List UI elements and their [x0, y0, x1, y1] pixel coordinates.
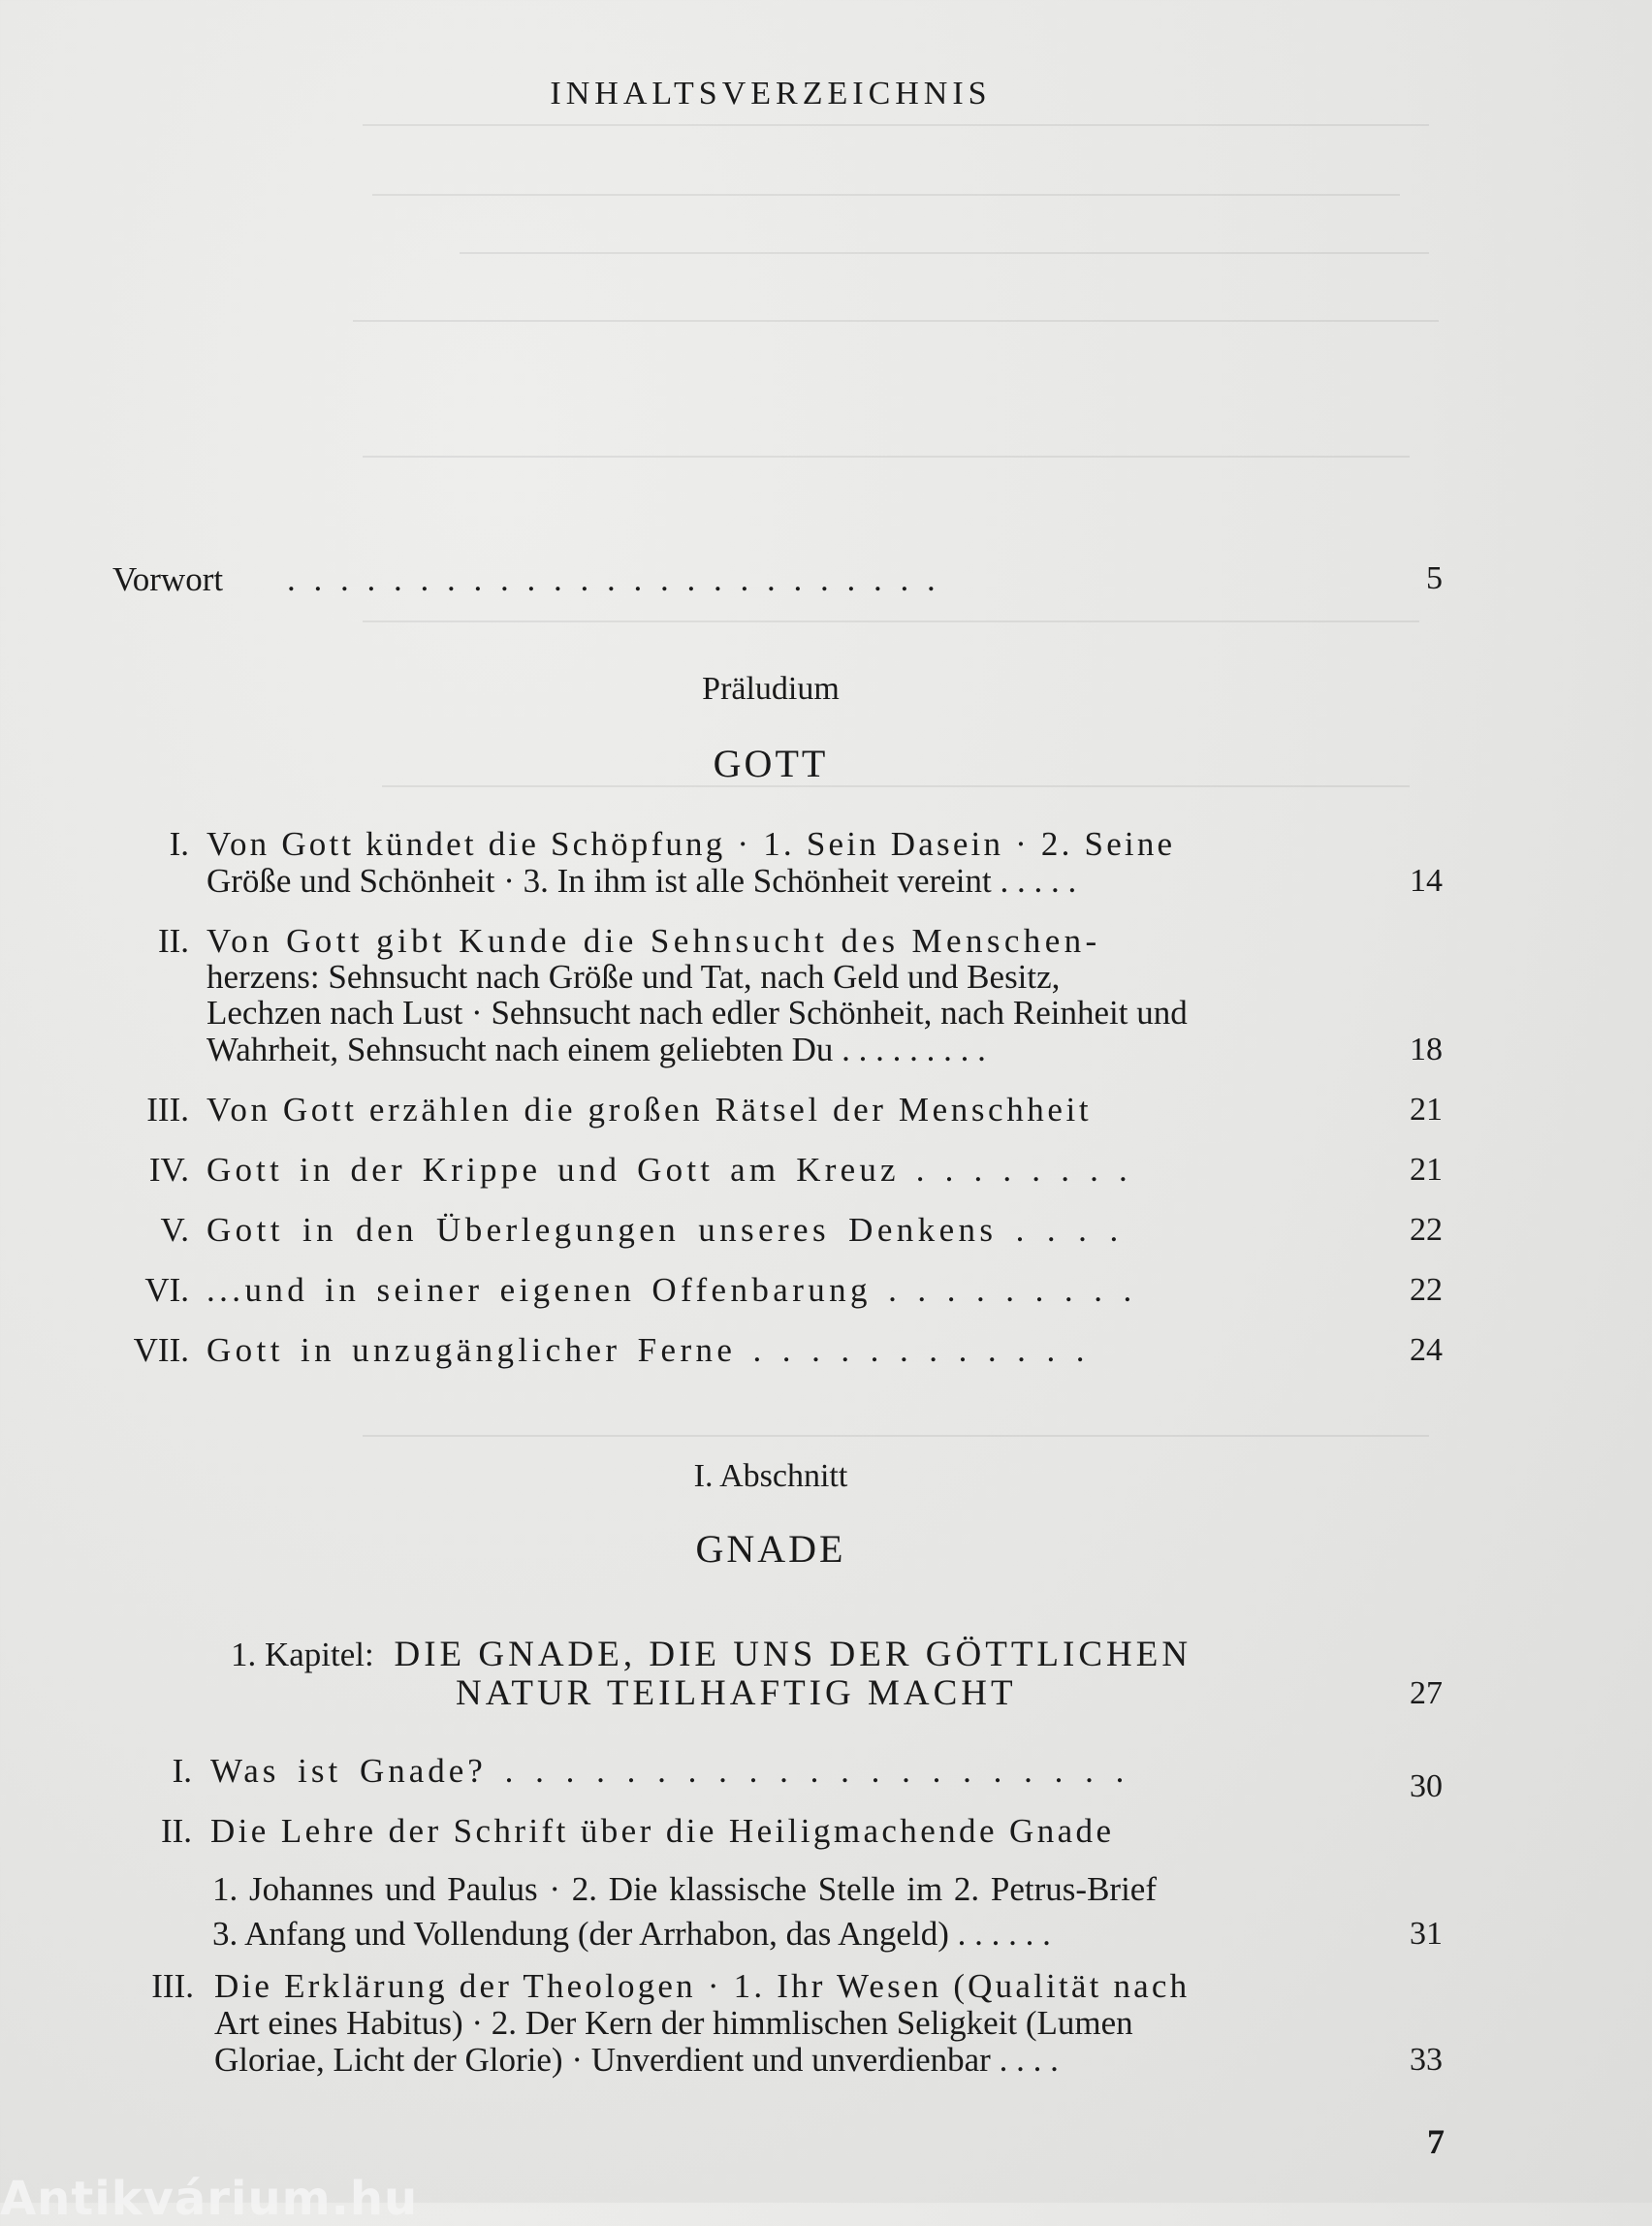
watermark: Antikvárium.hu — [0, 2172, 419, 2226]
entry-text-line: Von Gott gibt Kunde die Sehnsucht des Menschen- — [206, 922, 1101, 960]
chapter-title-line: NATUR TEILHAFTIG MACHT — [456, 1673, 1017, 1713]
entry-number: VII. — [133, 1331, 189, 1369]
entry-number: III. — [146, 1091, 189, 1129]
entry-number: VI. — [144, 1271, 189, 1309]
entry-text-line: Von Gott kündet die Schöpfung · 1. Sein Dasein · 2. Seine — [206, 825, 1176, 863]
entry-number: II. — [160, 1812, 192, 1850]
entry-text-line: herzens: Sehnsucht nach Größe und Tat, nach Geld und Besitz, — [206, 958, 1061, 996]
page-number: 18 — [1410, 1032, 1443, 1067]
page-number: 22 — [1410, 1212, 1443, 1248]
entry-text-line: Gott in der Krippe und Gott am Kreuz . . . . . . . . — [206, 1151, 1131, 1189]
entry-text-line: 3. Anfang und Vollendung (der Arrhabon, das Angeld) . . . . . . — [212, 1915, 1051, 1953]
toc-entry-vorwort[interactable] — [112, 560, 1373, 599]
entry-text-line: Art eines Habitus) · 2. Der Kern der himmlischen Seligkeit (Lumen — [214, 2004, 1133, 2042]
entry-text-line: Größe und Schönheit · 3. In ihm ist alle Schönheit vereint . . . . . — [206, 862, 1077, 900]
entry-text-line: Was ist Gnade? . . . . . . . . . . . . . . . . . . . . . — [210, 1752, 1128, 1790]
entry-text-line: Gloriae, Licht der Glorie) · Unverdient und unverdienbar . . . . — [214, 2041, 1059, 2079]
entry-number: I. — [169, 825, 189, 863]
entry-text-line: Die Erklärung der Theologen · 1. Ihr Wesen (Qualität nach — [214, 1967, 1191, 2005]
section-label-praeludium: Präludium — [702, 671, 840, 707]
page-number: 33 — [1410, 2042, 1443, 2078]
entry-label: Vorwort — [112, 560, 224, 598]
entry-number: II. — [157, 922, 189, 960]
page-number: 30 — [1410, 1768, 1443, 1804]
section-title-gnade: GNADE — [695, 1527, 846, 1571]
entry-number: I. — [172, 1752, 192, 1790]
section-label-abschnitt: I. Abschnitt — [693, 1458, 848, 1494]
chapter-label: 1. Kapitel: — [231, 1636, 374, 1673]
folio-number: 7 — [1427, 2122, 1445, 2161]
entry-text-line: Die Lehre der Schrift über die Heiligmachende Gnade — [210, 1812, 1115, 1850]
entry-number: IV. — [148, 1151, 189, 1189]
page-number: 24 — [1410, 1332, 1443, 1368]
page-number: 21 — [1410, 1092, 1443, 1128]
page-number: 31 — [1410, 1916, 1443, 1952]
leader-dots: . . . . . . . . . . . . . . . . . . . . . . . . . — [287, 560, 940, 598]
entry-text-line: Wahrheit, Sehnsucht nach einem geliebten Du . . . . . . . . . — [206, 1031, 986, 1068]
entry-number: III. — [151, 1967, 194, 2005]
page-number: 22 — [1410, 1272, 1443, 1308]
page-number: 5 — [1426, 560, 1443, 596]
page-number: 27 — [1410, 1675, 1443, 1711]
entry-text-line: ...und in seiner eigenen Offenbarung . . . . . . . . . — [206, 1271, 1136, 1309]
page-number: 21 — [1410, 1152, 1443, 1188]
chapter-title-line: DIE GNADE, DIE UNS DER GÖTTLICHEN — [394, 1635, 1192, 1674]
entry-text-line: Lechzen nach Lust · Sehnsucht nach edler Schönheit, nach Reinheit und — [206, 994, 1188, 1032]
entry-number: V. — [160, 1211, 189, 1249]
page-number: 14 — [1410, 863, 1443, 899]
entry-text-line: Von Gott erzählen die großen Rätsel der Menschheit — [206, 1091, 1093, 1129]
section-title-gott: GOTT — [713, 742, 829, 785]
entry-text-line: Gott in den Überlegungen unseres Denkens . . . . — [206, 1211, 1123, 1249]
entry-text-line: Gott in unzugänglicher Ferne . . . . . . . . . . . . — [206, 1331, 1089, 1369]
entry-text-line: 1. Johannes und Paulus · 2. Die klassische Stelle im 2. Petrus-Brief — [212, 1870, 1157, 1908]
toc-heading: INHALTSVERZEICHNIS — [550, 76, 992, 111]
